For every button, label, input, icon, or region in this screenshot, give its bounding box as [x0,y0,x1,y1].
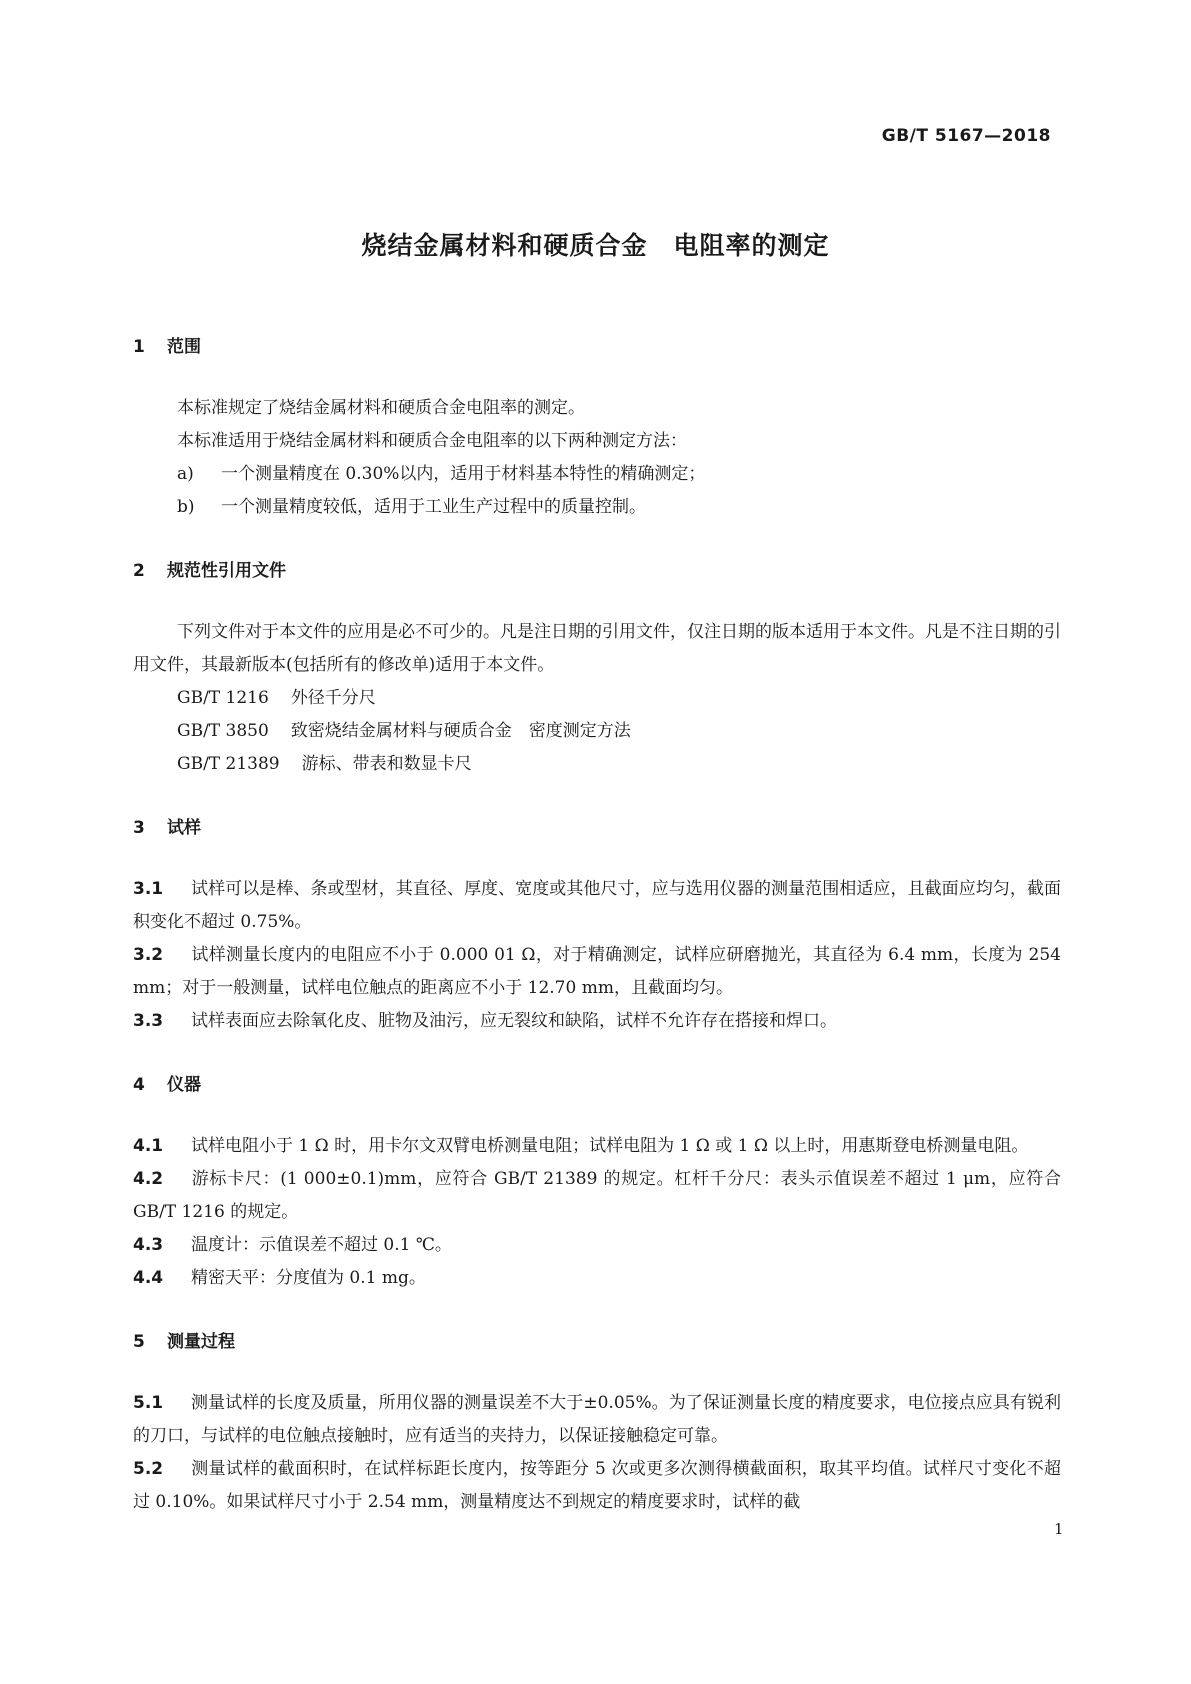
reference-item [133,715,1061,748]
section-number: 2 [133,561,145,581]
clause [133,873,1061,939]
list-item-text: 一个测量精度较低，适用于工业生产过程中的质量控制。 [221,497,646,517]
section-number: 1 [133,337,145,357]
section-number: 4 [133,1075,145,1095]
reference-code: GB/T 3850 [177,721,269,741]
reference-name: 致密烧结金属材料与硬质合金 密度测定方法 [290,721,631,741]
paragraph: 本标准适用于烧结金属材料和硬质合金电阻率的以下两种测定方法： [177,431,687,451]
clause-text: 游标卡尺：(1 000±0.1)mm，应符合 GB/T 21389 的规定。杠杆千分尺：表头示值误差不超过 1 μm，应符合 GB/T 1216 的规定。 [133,1169,1061,1222]
clause-text: 试样测量长度内的电阻应不小于 0.000 01 Ω，对于精确测定，试样应研磨抛光，其直径为 6.4 mm，长度为 254 mm；对于一般测量，试样电位触点的距离应不小于 12.70 mm，且截面均匀。 [133,945,1061,998]
reference-name: 外径千分尺 [290,688,376,708]
list-item [133,458,1061,491]
section-5-heading [133,1325,1061,1359]
reference-item [133,682,1061,715]
list-marker: b) [177,497,195,517]
clause-number: 3.1 [133,879,164,899]
clause [133,1262,1061,1295]
section-3-heading [133,811,1061,845]
clause [133,1387,1061,1453]
page-number: 1 [1054,1520,1064,1538]
reference-code: GB/T 21389 [177,754,280,774]
clause-number: 4.4 [133,1268,164,1288]
clause-text: 试样表面应去除氧化皮、脏物及油污，应无裂纹和缺陷，试样不允许存在搭接和焊口。 [191,1011,837,1031]
clause [133,939,1061,1005]
clause-text: 测量试样的长度及质量，所用仪器的测量误差不大于±0.05%。为了保证测量长度的精度要求，电位接点应具有锐利的刀口，与试样的电位触点接触时，应有适当的夹持力，以保证接触稳定可靠。 [133,1393,1061,1446]
paragraph: 本标准规定了烧结金属材料和硬质合金电阻率的测定。 [177,398,585,418]
section-2-heading [133,554,1061,588]
clause-text: 试样电阻小于 1 Ω 时，用卡尔文双臂电桥测量电阻；试样电阻为 1 Ω 或 1 Ω 以上时，用惠斯登电桥测量电阻。 [191,1136,1029,1156]
section-4-heading [133,1068,1061,1102]
paragraph: 下列文件对于本文件的应用是必不可少的。凡是注日期的引用文件，仅注日期的版本适用于本文件。凡是不注日期的引用文件，其最新版本(包括所有的修改单)适用于本文件。 [133,622,1061,675]
clause-number: 4.3 [133,1235,164,1255]
clause-number: 3.3 [133,1011,164,1031]
section-title: 仪器 [167,1075,201,1095]
clause-text: 试样可以是棒、条或型材，其直径、厚度、宽度或其他尺寸，应与选用仪器的测量范围相适应，且截面应均匀，截面积变化不超过 0.75%。 [133,879,1061,932]
clause-text: 测量试样的截面积时，在试样标距长度内，按等距分 5 次或更多次测得横截面积，取其平均值。试样尺寸变化不超过 0.10%。如果试样尺寸小于 2.54 mm，测量精度达不到规定的精度要求时，试样的截 [133,1459,1061,1512]
clause [133,1163,1061,1229]
reference-code: GB/T 1216 [177,688,269,708]
section-title: 规范性引用文件 [167,561,286,581]
clause [133,1005,1061,1038]
reference-name: 游标、带表和数显卡尺 [301,754,472,774]
clause-number: 5.2 [133,1459,164,1479]
clause-text: 精密天平：分度值为 0.1 mg。 [191,1268,426,1288]
clause [133,1229,1061,1262]
section-number: 3 [133,818,145,838]
section-title: 范围 [167,337,201,357]
reference-item [133,748,1061,781]
list-marker: a) [177,464,194,484]
section-title: 试样 [167,818,201,838]
section-number: 5 [133,1332,145,1352]
document-body [133,330,1061,1519]
document-title: 烧结金属材料和硬质合金 电阻率的测定 [361,231,830,260]
list-item-text: 一个测量精度在 0.30%以内，适用于材料基本特性的精确测定； [221,464,706,484]
clause [133,1130,1061,1163]
clause-number: 4.2 [133,1169,164,1189]
list-item [133,491,1061,524]
clause-number: 3.2 [133,945,164,965]
section-title: 测量过程 [167,1332,235,1352]
clause-number: 5.1 [133,1393,164,1413]
section-1-heading [133,330,1061,364]
standard-code: GB/T 5167—2018 [881,126,1051,146]
clause-number: 4.1 [133,1136,164,1156]
clause-text: 温度计：示值误差不超过 0.1 ℃。 [191,1235,452,1255]
clause [133,1453,1061,1519]
